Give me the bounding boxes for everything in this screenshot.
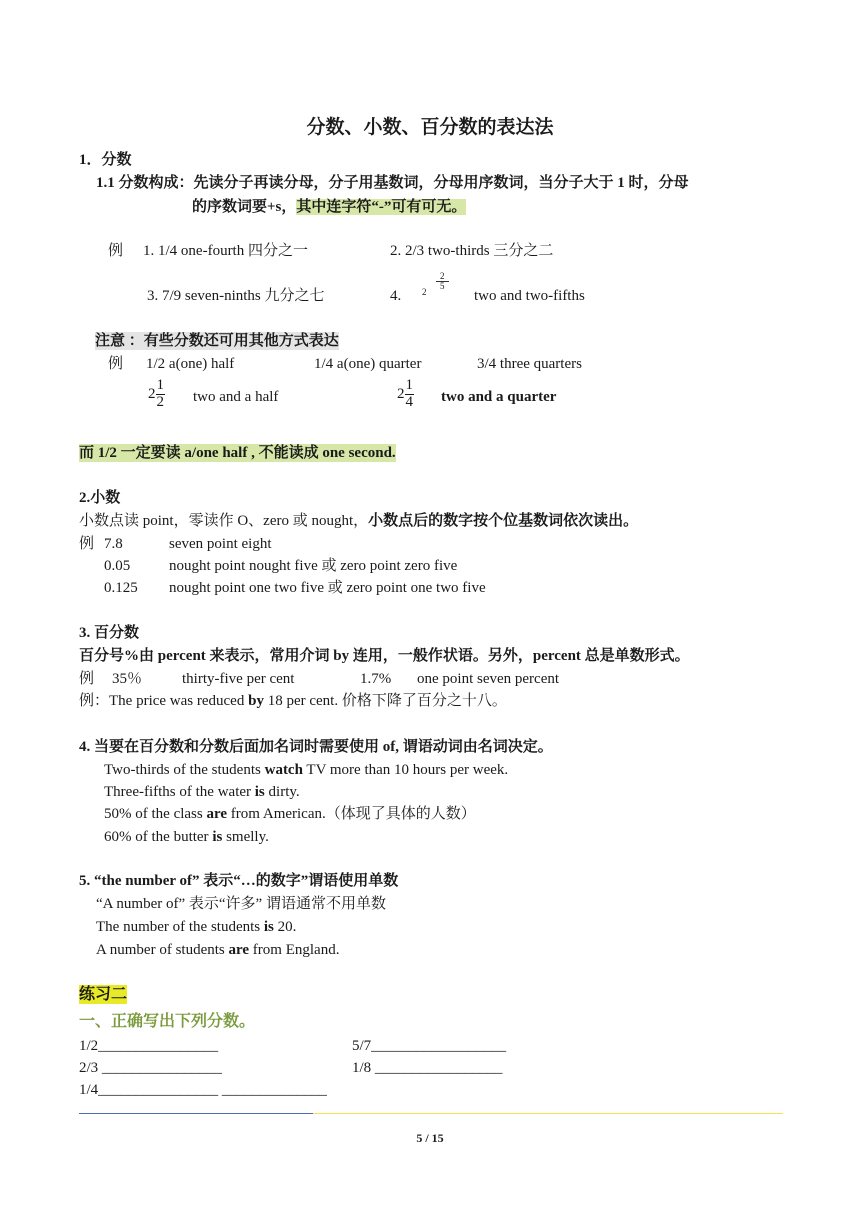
- exercise-item-2: 5/7__________________: [352, 1038, 507, 1054]
- number-example-1-verb: is: [263, 919, 274, 935]
- mixed2-numerator: 1: [405, 377, 413, 393]
- mixed2-whole: 2: [397, 386, 405, 403]
- section-1-heading: 1．分数: [79, 152, 132, 168]
- note-heading: 注意 ：有些分数还可用其他方式表达: [95, 333, 339, 349]
- mixed1-fraction: [156, 378, 166, 411]
- of-example-1-post: TV more than 10 hours per week.: [302, 762, 509, 778]
- fraction-two-fifths: [436, 272, 449, 292]
- fraction-denominator: 5: [440, 281, 445, 292]
- note-example-2: 1/4 a(one) quarter: [314, 356, 422, 372]
- of-example-3-pre: 50% of the class: [104, 806, 207, 822]
- of-example-4-pre: 60% of the butter: [104, 829, 213, 845]
- of-example-1-pre: Two-thirds of the students: [104, 762, 265, 778]
- of-example-4: [104, 828, 269, 846]
- decimal-row-1-num: 7.8: [104, 536, 123, 552]
- footer-rule-yellow: [313, 1113, 783, 1114]
- number-example-2-pre: A number of students: [96, 942, 229, 958]
- percent-sentence-pre: 例：The price was reduced: [79, 693, 249, 709]
- exercise-task: 一、正确写出下列分数。: [79, 1013, 256, 1030]
- fraction-rule-line2-text: 的序数词要+s，: [192, 199, 297, 215]
- of-example-4-post: smelly.: [222, 829, 269, 845]
- page-number: 5 / 15: [416, 1131, 444, 1145]
- example-label: 例: [108, 243, 124, 259]
- exercise-title: 练习二: [79, 986, 128, 1003]
- percent-sentence-post: 18 per cent. 价格下降了百分之十八。: [263, 693, 507, 709]
- exercise-item-3: 2/3 ________________: [79, 1060, 222, 1076]
- mixed-number-half: [148, 378, 165, 411]
- number-example-2: [96, 941, 339, 959]
- example-4-fraction: [436, 272, 449, 292]
- decimal-row-2-text: nought point nought five 或 zero point zero five: [169, 558, 458, 574]
- section-2-heading: 2.小数: [79, 490, 121, 506]
- example-1: 1. 1/4 one-fourth 四分之一: [143, 243, 308, 259]
- number-example-1-pre: The number of the students: [96, 919, 264, 935]
- a-number-of-note: “A number of” 表示“许多” 谓语通常不用单数: [96, 896, 386, 912]
- decimal-description: [79, 512, 638, 530]
- percent-example-d: one point seven percent: [417, 671, 560, 687]
- decimal-row-3-num: 0.125: [104, 580, 138, 596]
- hyphen-note-highlight: 其中连字符“-”可有可无。: [296, 199, 467, 215]
- number-example-2-verb: are: [228, 942, 250, 958]
- number-example-2-post: from England.: [249, 942, 340, 958]
- note-example-1: 1/2 a(one) half: [146, 356, 235, 372]
- example-3: 3. 7/9 seven-ninths 九分之七: [147, 288, 325, 304]
- section-5-heading: 5. “the number of” 表示“…的数字”谓语使用单数: [79, 873, 399, 889]
- mixed2-fraction: [405, 378, 415, 411]
- half-reading-note: 而 1/2 一定要读 a/one half , 不能读成 one second.: [79, 445, 396, 461]
- decimal-desc-bold: 小数点后的数字按个位基数词依次读出。: [368, 513, 639, 529]
- of-example-1-verb: watch: [264, 762, 303, 778]
- of-example-2-post: dirty.: [264, 784, 300, 800]
- percent-description: 百分号%由 percent 来表示，常用介词 by 连用，一般作状语。另外，percent 总是单数形式。: [79, 648, 690, 664]
- mixed1-numerator: 1: [156, 377, 164, 393]
- mixed-number-quarter: [397, 378, 414, 411]
- section-3-heading: 3. 百分数: [79, 625, 140, 641]
- example-4-text: two and two-fifths: [474, 288, 585, 304]
- exercise-item-4: 1/8 _________________: [352, 1060, 503, 1076]
- mixed1-text: two and a half: [193, 389, 279, 405]
- decimal-desc-plain: 小数点读 point，零读作 O、zero 或 nought，: [79, 513, 369, 529]
- percent-example-c: 1.7%: [360, 671, 392, 687]
- decimal-row-2-num: 0.05: [104, 558, 131, 574]
- fraction-rule-line2: [192, 198, 466, 216]
- example-2: 2. 2/3 two-thirds 三分之二: [390, 243, 554, 259]
- number-example-1: [96, 918, 296, 936]
- of-example-4-verb: is: [212, 829, 223, 845]
- decimal-row-1-text: seven point eight: [169, 536, 272, 552]
- percent-sentence-bold: by: [248, 693, 264, 709]
- percent-example-label: 例: [79, 671, 95, 687]
- of-example-1: [104, 761, 508, 779]
- page-title: 分数、小数、百分数的表达法: [306, 117, 554, 138]
- decimal-row-3-text: nought point one two five 或 zero point one two five: [169, 580, 486, 596]
- of-example-2-verb: is: [254, 784, 265, 800]
- mixed2-denominator: 4: [405, 393, 413, 410]
- percent-sentence: [79, 692, 507, 710]
- decimal-example-label: 例: [79, 536, 95, 552]
- footer-rule-blue: [79, 1113, 313, 1114]
- note-example-3: 3/4 three quarters: [477, 356, 582, 372]
- mixed2-text: two and a quarter: [441, 389, 557, 405]
- section-4-heading: 4. 当要在百分数和分数后面加名词时需要使用 of, 谓语动词由名词决定。: [79, 739, 553, 755]
- note-example-label: 例: [108, 356, 124, 372]
- percent-example-a: 35％: [112, 671, 143, 687]
- of-example-3: [104, 805, 476, 823]
- number-example-1-post: 20.: [273, 919, 297, 935]
- of-example-2: [104, 783, 300, 801]
- mixed1-denominator: 2: [156, 393, 164, 410]
- of-example-3-post: from American.（体现了具体的人数）: [227, 806, 476, 822]
- fraction-rule-line1: 1.1 分数构成：先读分子再读分母，分子用基数词，分母用序数词，当分子大于 1 时，分母: [96, 175, 689, 191]
- of-example-2-pre: Three-fifths of the water: [104, 784, 255, 800]
- mixed1-whole: 2: [148, 386, 156, 403]
- exercise-item-5: 1/4________________ ______________: [79, 1082, 327, 1098]
- example-4-whole: 2: [422, 287, 427, 297]
- percent-example-b: thirty-five per cent: [182, 671, 295, 687]
- of-example-3-verb: are: [206, 806, 228, 822]
- exercise-item-1: 1/2________________: [79, 1038, 219, 1054]
- fraction-numerator: 2: [436, 272, 449, 282]
- example-4-label: 4.: [390, 288, 402, 304]
